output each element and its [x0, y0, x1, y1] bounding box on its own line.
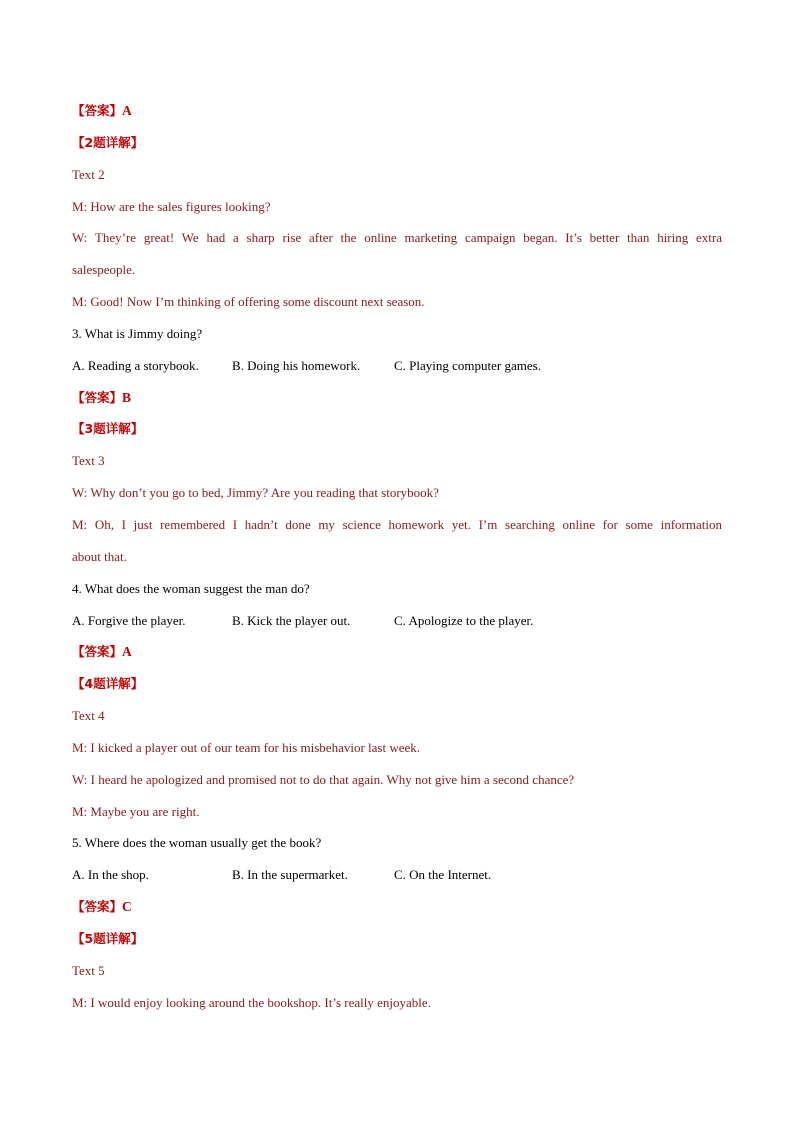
detail-heading-2: 【2题详解】: [72, 134, 144, 150]
text-label-4: Text 4: [72, 708, 105, 724]
option-b: B. Doing his homework.: [232, 357, 361, 373]
question-4: 4. What does the woman suggest the man do?: [72, 580, 310, 596]
detail-heading-5: 【5题详解】: [72, 930, 144, 946]
answer-5: 【答案】C: [72, 899, 132, 915]
detail-heading-3: 【3题详解】: [72, 421, 144, 437]
option-c: C. Apologize to the player.: [394, 612, 534, 628]
option-b: B. In the supermarket.: [232, 867, 348, 883]
answer-1: 【答案】A: [72, 103, 132, 118]
text-label-2: Text 2: [72, 166, 105, 182]
dialogue-line: about that.: [72, 548, 127, 564]
detail-heading-4: 【4题详解】: [72, 676, 144, 692]
dialogue-line: M: I kicked a player out of our team for his misbehavior last week.: [72, 739, 421, 755]
document-page: [72, 95, 722, 1018]
text-label-5: Text 5: [72, 962, 105, 978]
options-3: [72, 350, 722, 382]
option-c: C. Playing computer games.: [394, 357, 541, 373]
option-a: A. In the shop.: [72, 867, 149, 883]
answer-3: 【答案】B: [72, 389, 132, 405]
dialogue-line: M: Good! Now I’m thinking of offering some discount next season.: [72, 294, 425, 310]
dialogue-line: W: Why don’t you go to bed, Jimmy? Are you reading that storybook?: [72, 485, 439, 501]
option-b: B. Kick the player out.: [232, 612, 351, 628]
question-5: 5. Where does the woman usually get the book?: [72, 835, 322, 851]
dialogue-line: M: I would enjoy looking around the bookshop. It’s really enjoyable.: [72, 994, 431, 1010]
dialogue-line: W: I heard he apologized and promised not to do that again. Why not give him a second chance?: [72, 771, 575, 787]
dialogue-line: M: Maybe you are right.: [72, 803, 200, 819]
text-label-3: Text 3: [72, 453, 105, 469]
options-4: [72, 605, 722, 637]
dialogue-line: salespeople.: [72, 262, 136, 278]
answer-4: 【答案】A: [72, 644, 132, 660]
dialogue-line: W: They’re great! We had a sharp rise after the online marketing campaign began. It’s better than hiring extra: [72, 230, 722, 246]
dialogue-line: M: How are the sales figures looking?: [72, 198, 271, 214]
question-3: 3. What is Jimmy doing?: [72, 325, 203, 341]
option-a: A. Reading a storybook.: [72, 357, 199, 373]
option-c: C. On the Internet.: [394, 867, 492, 883]
dialogue-line: M: Oh, I just remembered I hadn’t done my science homework yet. I’m searching online for some information: [72, 516, 722, 532]
options-5: [72, 859, 722, 891]
option-a: A. Forgive the player.: [72, 612, 186, 628]
